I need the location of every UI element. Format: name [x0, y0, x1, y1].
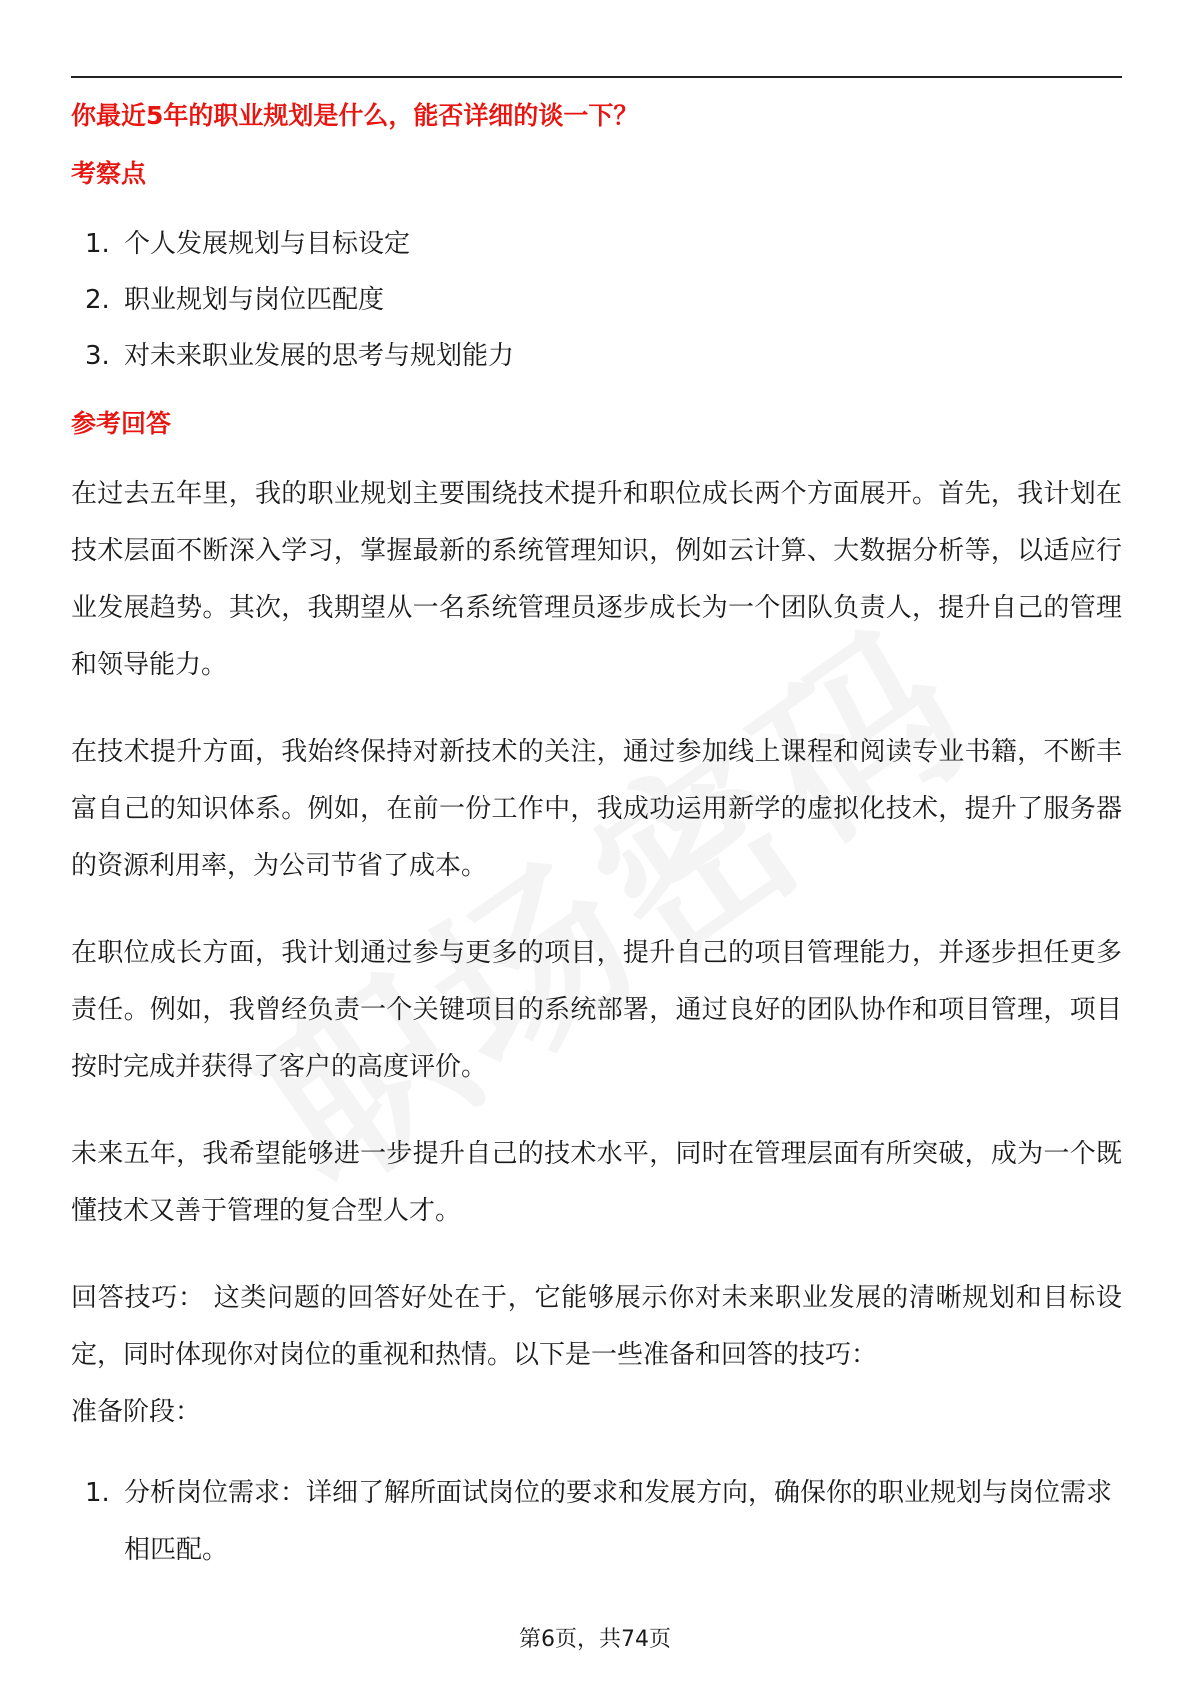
- list-item: [71, 216, 1122, 272]
- list-item-text: 个人发展规划与目标设定: [124, 229, 411, 259]
- top-divider: [71, 76, 1122, 78]
- answer-paragraph: 在过去五年里，我的职业规划主要围绕技术提升和职位成长两个方面展开。首先，我计划在技术层面不断深入学习，掌握最新的系统管理知识，例如云计算、大数据分析等，以适应行业发展趋势。其次，我期望从一名系统管理员逐步成长为一个团队负责人，提升自己的管理和领导能力。: [71, 479, 1122, 680]
- list-item-text: 对未来职业发展的思考与规划能力: [124, 341, 515, 371]
- exam-points-list: [71, 216, 1122, 384]
- list-item-text: 分析岗位需求：详细了解所面试岗位的要求和发展方向，确保你的职业规划与岗位需求相匹配。: [124, 1478, 1113, 1565]
- list-number: 2.: [85, 285, 110, 315]
- list-item: [71, 328, 1122, 384]
- list-item-text: 职业规划与岗位匹配度: [124, 285, 385, 315]
- page-footer: 第6页，共74页: [519, 1627, 671, 1652]
- exam-points-title: 考察点: [71, 159, 147, 188]
- question-heading: 你最近5年的职业规划是什么，能否详细的谈一下？: [71, 101, 639, 130]
- list-number: 1.: [85, 229, 110, 259]
- prep-list: [71, 1465, 1122, 1579]
- prep-title: 准备阶段：: [71, 1397, 202, 1427]
- list-item: [71, 1465, 1122, 1579]
- list-number: 3.: [85, 341, 110, 371]
- answer-paragraph: 在职位成长方面，我计划通过参与更多的项目，提升自己的项目管理能力，并逐步担任更多责任。例如，我曾经负责一个关键项目的系统部署，通过良好的团队协作和项目管理，项目按时完成并获得了客户的高度评价。: [71, 938, 1122, 1082]
- page-content: [71, 96, 1122, 1579]
- list-item: [71, 272, 1122, 328]
- list-number: 1.: [85, 1478, 110, 1508]
- answer-title: 参考回答: [71, 409, 172, 438]
- tips-paragraph: 回答技巧： 这类问题的回答好处在于，它能够展示你对未来职业发展的清晰规划和目标设定，同时体现你对岗位的重视和热情。以下是一些准备和回答的技巧：: [71, 1283, 1122, 1370]
- answer-paragraph: 在技术提升方面，我始终保持对新技术的关注，通过参加线上课程和阅读专业书籍，不断丰富自己的知识体系。例如，在前一份工作中，我成功运用新学的虚拟化技术，提升了服务器的资源利用率，为公司节省了成本。: [71, 737, 1122, 881]
- answer-paragraph: 未来五年，我希望能够进一步提升自己的技术水平，同时在管理层面有所突破，成为一个既懂技术又善于管理的复合型人才。: [71, 1139, 1122, 1226]
